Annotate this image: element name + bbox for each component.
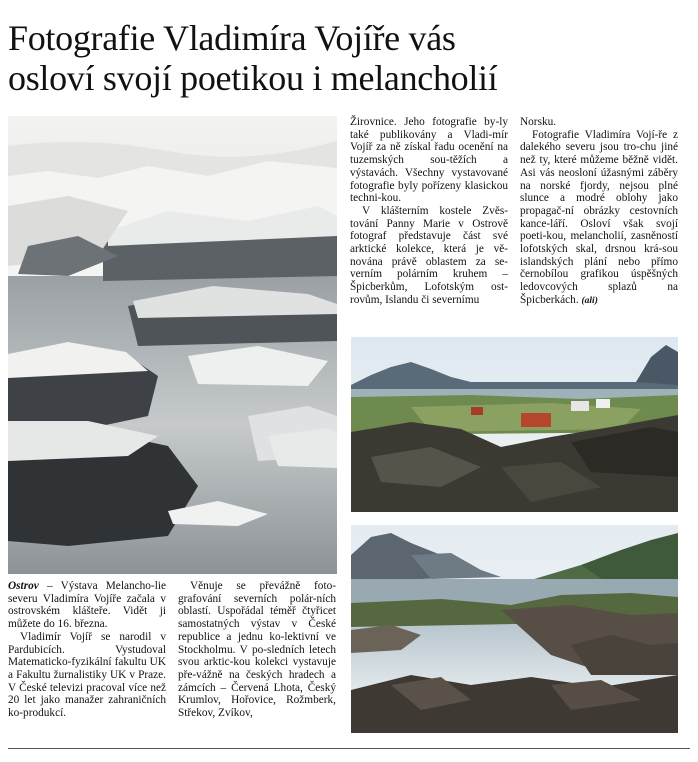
article-column-2 bbox=[178, 580, 336, 720]
bottom-rule bbox=[8, 748, 690, 749]
headline bbox=[8, 18, 693, 98]
article-column-3 bbox=[350, 116, 508, 307]
column-4-paragraph-1: Norsku. bbox=[520, 116, 557, 128]
column-4-body: Fotografie Vladimíra Vojí-ře z dalekého severu jsou tro-chu jiné než ty, které můžeme běžně vidět. Asi vás neosloní úžasnými záběry na norské fjordy, nejsou plné slunce a modré oblohy jako propagač-ní obrázky cestovních kance-láří. Osloví však svojí poeti-kou, melancholií, zasněností lofotských skal, drsnou krá-sou islandských plání nebo přímo černobílou grafikou úspěšných ledovcových splazů na Špicberkách. bbox=[520, 128, 678, 306]
dateline-place: Ostrov bbox=[8, 580, 39, 592]
column-1-paragraph-1 bbox=[8, 580, 166, 631]
headline-line-1: Fotografie Vladimíra Vojíře vás bbox=[8, 18, 456, 58]
column-2-paragraph-1: Věnuje se převážně foto-grafování severních polár-ních oblastí. Uspořádal téměř čtyřicet samostatných výstav v České republice a jednu ko-lektivní ve Stockholmu. V po-sledních letech svou arktic-kou kolekci vystavuje pře-vážně na českých hradech a zámcích – Červená Lhota, Český Krumlov, Hořovice, Rožmberk, Střekov, Zvíkov, bbox=[178, 580, 336, 720]
headline-line-2: osloví svojí poetikou i melancholií bbox=[8, 58, 498, 98]
lead-text: – Výstava Melancho-lie severu Vladimíra Vojíře začala v ostrovském klášteře. Vidět ji můžete do 16. března. bbox=[8, 580, 166, 631]
column-3-paragraph-2: V klášterním kostele Zvěs-tování Panny Marie v Ostrově fotograf představuje část své arktické kolekce, která je vě-nována právě oblastem za se-verním polárním kruhem – Špicberkům, Lofotským ost-rovům, Islandu či severnímu bbox=[350, 204, 508, 306]
column-1-paragraph-2: Vladimír Vojíř se narodil v Pardubicích. Vystudoval Matematicko-fyzikální fakultu UK a Fakultu žurnalistiky UK v Praze. V České televizi pracoval více než 20 let jako manažer zahraničních ko-produkcí. bbox=[8, 630, 166, 720]
glacier-photo bbox=[8, 116, 337, 574]
author-signature: (ali) bbox=[581, 295, 598, 306]
article-column-4 bbox=[520, 116, 678, 308]
village-photo bbox=[351, 337, 678, 512]
article-column-1 bbox=[8, 580, 166, 720]
column-4-paragraph-2 bbox=[520, 129, 678, 308]
fjord-photo bbox=[351, 525, 678, 733]
column-3-paragraph-1: Žirovnice. Jeho fotografie by-ly také publikovány a Vladi-mír Vojíř za ně získal řadu ocenění na tuzemských sou-těžích a výstavách. Všechny vystavované fotografie byly pořízeny klasickou techni-kou. bbox=[350, 116, 508, 205]
